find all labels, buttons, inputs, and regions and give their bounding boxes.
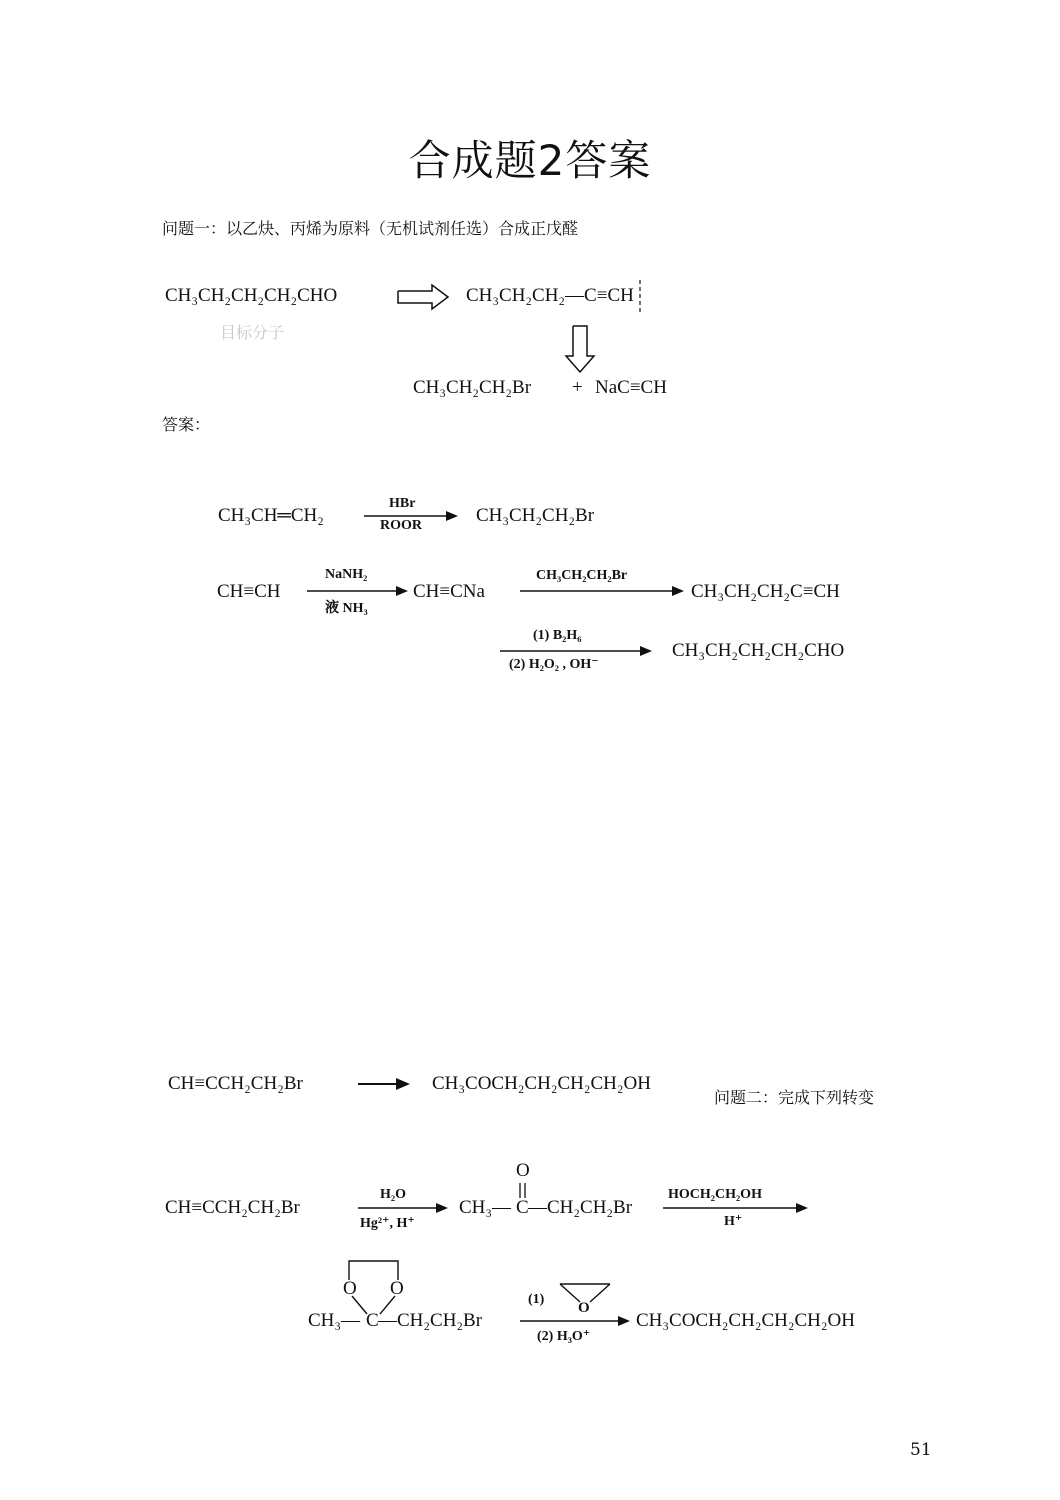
step1-reagent-bottom: ROOR: [380, 518, 422, 533]
p2-ketal-left: CH₃—: [308, 1310, 361, 1331]
answer-label: 答案：: [162, 415, 211, 434]
step4-reagent-top: (1) B₂H₆: [533, 628, 582, 643]
page-number: 51: [910, 1440, 932, 1460]
p2-step1-product-c: C: [516, 1197, 529, 1218]
problem-1-question: 问题一：以乙炔、丙烯为原料（无机试剂任选）合成正戊醛: [162, 219, 579, 238]
p2-overall-reactant: CH≡CCH₂CH₂Br: [168, 1073, 303, 1094]
p2-overall-product: CH₃COCH₂CH₂CH₂CH₂OH: [432, 1073, 651, 1094]
retro-target: CH₃CH₂CH₂CH₂CHO: [165, 285, 338, 306]
retro-target-caption: 目标分子: [220, 323, 285, 342]
retro-arrow-down: [566, 326, 594, 372]
step1-reagent-top: HBr: [389, 496, 416, 511]
step2-reagent-top: NaNH₂: [325, 567, 368, 582]
step2-product: CH≡CNa: [413, 581, 485, 602]
step4-reagent-bottom: (2) H₂O₂ , OH⁻: [509, 657, 599, 672]
step2-reactant: CH≡CH: [217, 581, 281, 602]
p2-step1-reactant: CH≡CCH₂CH₂Br: [165, 1197, 300, 1218]
retro-arrow-right: [398, 285, 448, 309]
p2-step2-reagent-top: HOCH₂CH₂OH: [668, 1187, 762, 1202]
p2-ketal-c: C: [366, 1310, 379, 1331]
p2-ketal-o2: O: [390, 1278, 404, 1299]
problem-2-question: 问题二：完成下列转变: [714, 1088, 875, 1107]
p2-step3-reagent-top: (1): [528, 1292, 545, 1307]
step1-reactant: CH₃CH═CH₂: [218, 505, 324, 526]
p2-step1-product-right: —CH₂CH₂Br: [528, 1197, 633, 1218]
step3-product: CH₃CH₂CH₂C≡CH: [691, 581, 840, 602]
step1-product: CH₃CH₂CH₂Br: [476, 505, 595, 526]
step4-product: CH₃CH₂CH₂CH₂CHO: [672, 640, 845, 661]
p2-ketal-right: —CH₂CH₂Br: [378, 1310, 483, 1331]
p2-step1-reagent-bottom: Hg²⁺, H⁺: [360, 1216, 415, 1231]
p2-epoxide-o: O: [578, 1300, 590, 1316]
retro-fragment-a: CH₃CH₂CH₂Br: [413, 377, 532, 398]
page-title: 合成题2答案: [408, 136, 652, 185]
p2-step1-product-left: CH₃—: [459, 1197, 512, 1218]
retro-intermediate: CH₃CH₂CH₂—C≡CH: [466, 285, 634, 306]
p2-carbonyl-o: O: [516, 1160, 530, 1181]
p2-step2-reagent-bottom: H⁺: [724, 1214, 743, 1229]
retro-fragment-b: NaC≡CH: [595, 377, 667, 398]
p2-ketal-o1: O: [343, 1278, 357, 1299]
p2-step3-reagent-bottom: (2) H₃O⁺: [537, 1329, 591, 1344]
step3-reagent-top: CH₃CH₂CH₂Br: [536, 568, 628, 583]
retro-plus: +: [572, 377, 583, 398]
step2-reagent-bottom: 液 NH₃: [325, 601, 368, 616]
p2-step1-reagent-top: H₂O: [380, 1187, 406, 1202]
p2-step3-product: CH₃COCH₂CH₂CH₂CH₂OH: [636, 1310, 855, 1331]
